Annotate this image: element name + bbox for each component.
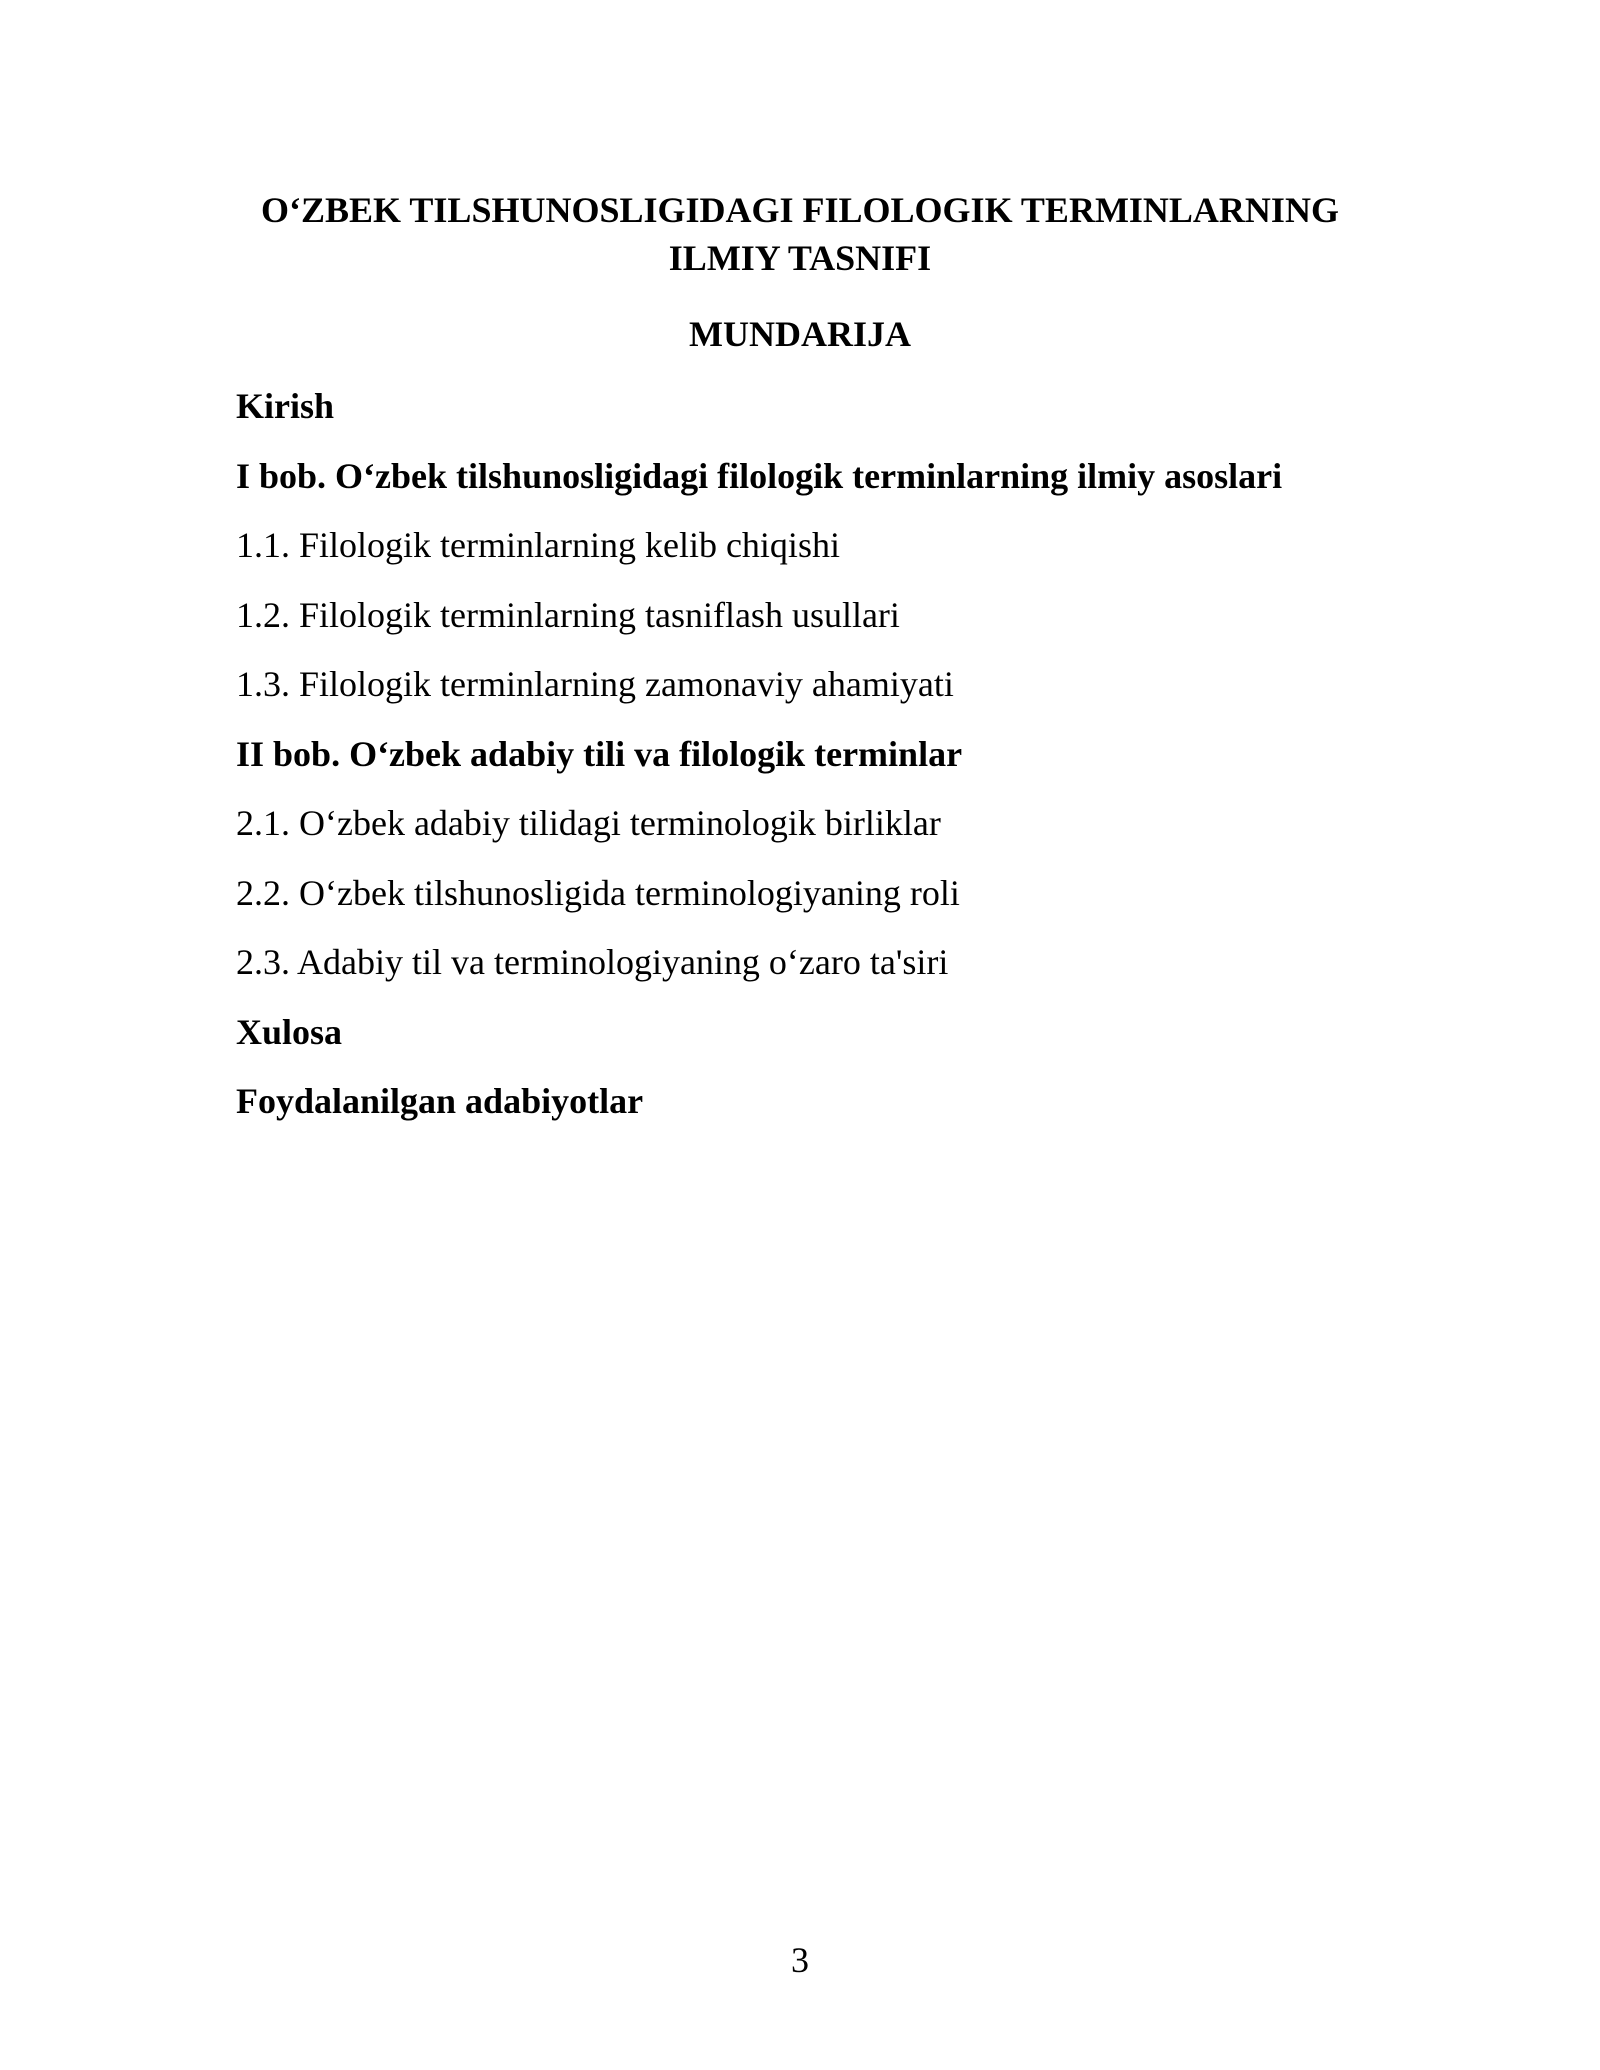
document-title-line-1: O‘ZBEK TILSHUNOSLIGIDAGI FILOLOGIK TERMINLARNING [261,190,1339,230]
toc-entry-section-2-2: 2.2. O‘zbek tilshunosligida terminologiyaning roli [236,872,960,913]
toc-entry-chapter-2: II bob. O‘zbek adabiy tili va filologik terminlar [236,733,963,774]
toc-entry-chapter-1: I bob. O‘zbek tilshunosligidagi filologik terminlarning ilmiy asoslari [236,455,1283,496]
toc-entry-section-2-1: 2.1. O‘zbek adabiy tilidagi terminologik birliklar [236,803,941,843]
table-of-contents [236,382,1436,1147]
toc-entry-section-1-1: 1.1. Filologik terminlarning kelib chiqishi [236,525,840,565]
toc-entry-xulosa: Xulosa [236,1011,343,1052]
toc-entry-section-1-3: 1.3. Filologik terminlarning zamonaviy ahamiyati [236,664,954,704]
toc-entry-kirish: Kirish [236,386,335,426]
toc-entry-section-2-3: 2.3. Adabiy til va terminologiyaning o‘zaro ta'siri [236,942,949,982]
document-title [200,186,1400,282]
table-of-contents-heading: MUNDARIJA [689,314,911,354]
toc-entry-section-1-2: 1.2. Filologik terminlarning tasniflash usullari [236,594,900,635]
page-number: 3 [791,1940,809,1980]
toc-entry-references: Foydalanilgan adabiyotlar [236,1081,644,1121]
document-title-line-2: ILMIY TASNIFI [668,238,932,278]
